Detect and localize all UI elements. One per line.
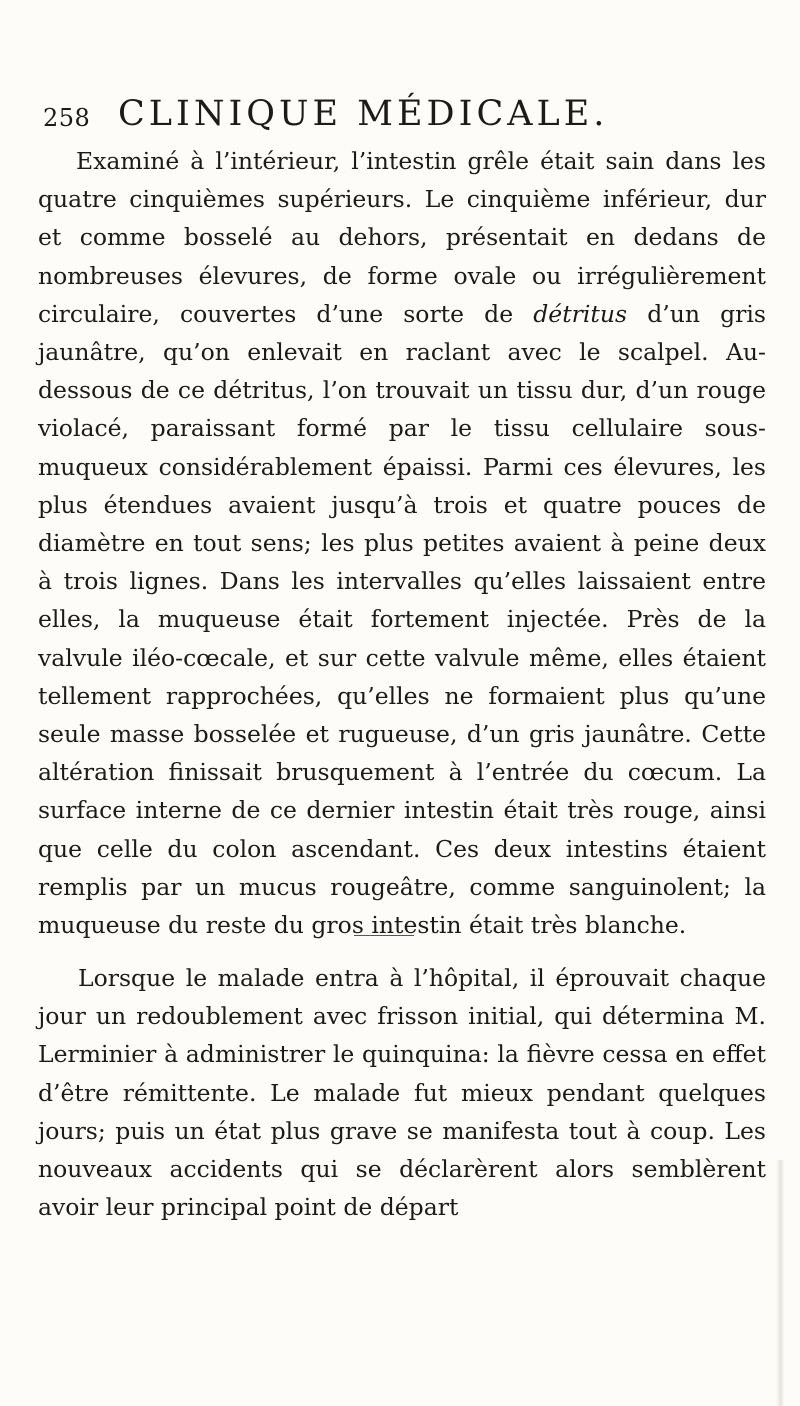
page-number: 258 [43,104,91,132]
paragraph-1-text-b: d’un gris jaunâtre, qu’on enlevait en raclant avec le scalpel. Au-dessous de ce détritus, l’on trouvait un tissu dur, d’un rouge violacé, paraissant formé par le tissu cellulaire sous-muqueux considérablement épaissi. Parmi ces élevures, les plus étendues avaient jusqu’à trois et quatre pouces de diamètre en tout sens; les plus petites avaient à peine deux à trois lignes. Dans les intervalles qu’elles laissaient entre elles, la muqueuse était fortement injectée. Près de la valvule iléo-cœcale, et sur cette valvule même, elles étaient tellement rapprochées, qu’elles ne formaient plus qu’une seule masse bosselée et rugueuse, d’un gris jaunâtre. Cette altération finissait brusquement à l’entrée du cœcum. La surface interne de ce dernier intestin était très rouge, ainsi que celle du colon ascendant. Ces deux intestins étaient remplis par un mucus rougeâtre, comme sanguinolent; la muqueuse du reste du gros intestin était très blanche. [38,299,766,940]
paragraph-1 [38,142,766,944]
paragraph-1-italic-term: détritus [533,299,628,328]
paragraph-1-text-a: Examiné à l’intérieur, l’intestin grêle était sain dans les quatre cinquièmes supérieurs. Le cinquième inférieur, dur et comme bosselé au dehors, présentait en dedans de nombreuses élevures, de forme ovale ou irrégulièrement circulaire, couvertes d’une sorte de [38,147,766,328]
header-title: CLINIQUE MÉDICALE. [118,94,609,134]
running-head [43,94,763,134]
paragraph-2-text: Lorsque le malade entra à l’hôpital, il éprouvait chaque jour un redoublement avec frisson initial, qui détermina M. Lerminier à administrer le quinquina: la fièvre cessa en effet d’être rémittente. Le malade fut mieux pendant quelques jours; puis un état plus grave se manifesta tout à coup. Les nouveaux accidents qui se déclarèrent alors semblèrent avoir leur principal point de départ [38,964,766,1222]
section-separator-rule [354,935,414,936]
paragraph-2 [38,959,766,1226]
page-edge-shadow [776,1160,784,1406]
